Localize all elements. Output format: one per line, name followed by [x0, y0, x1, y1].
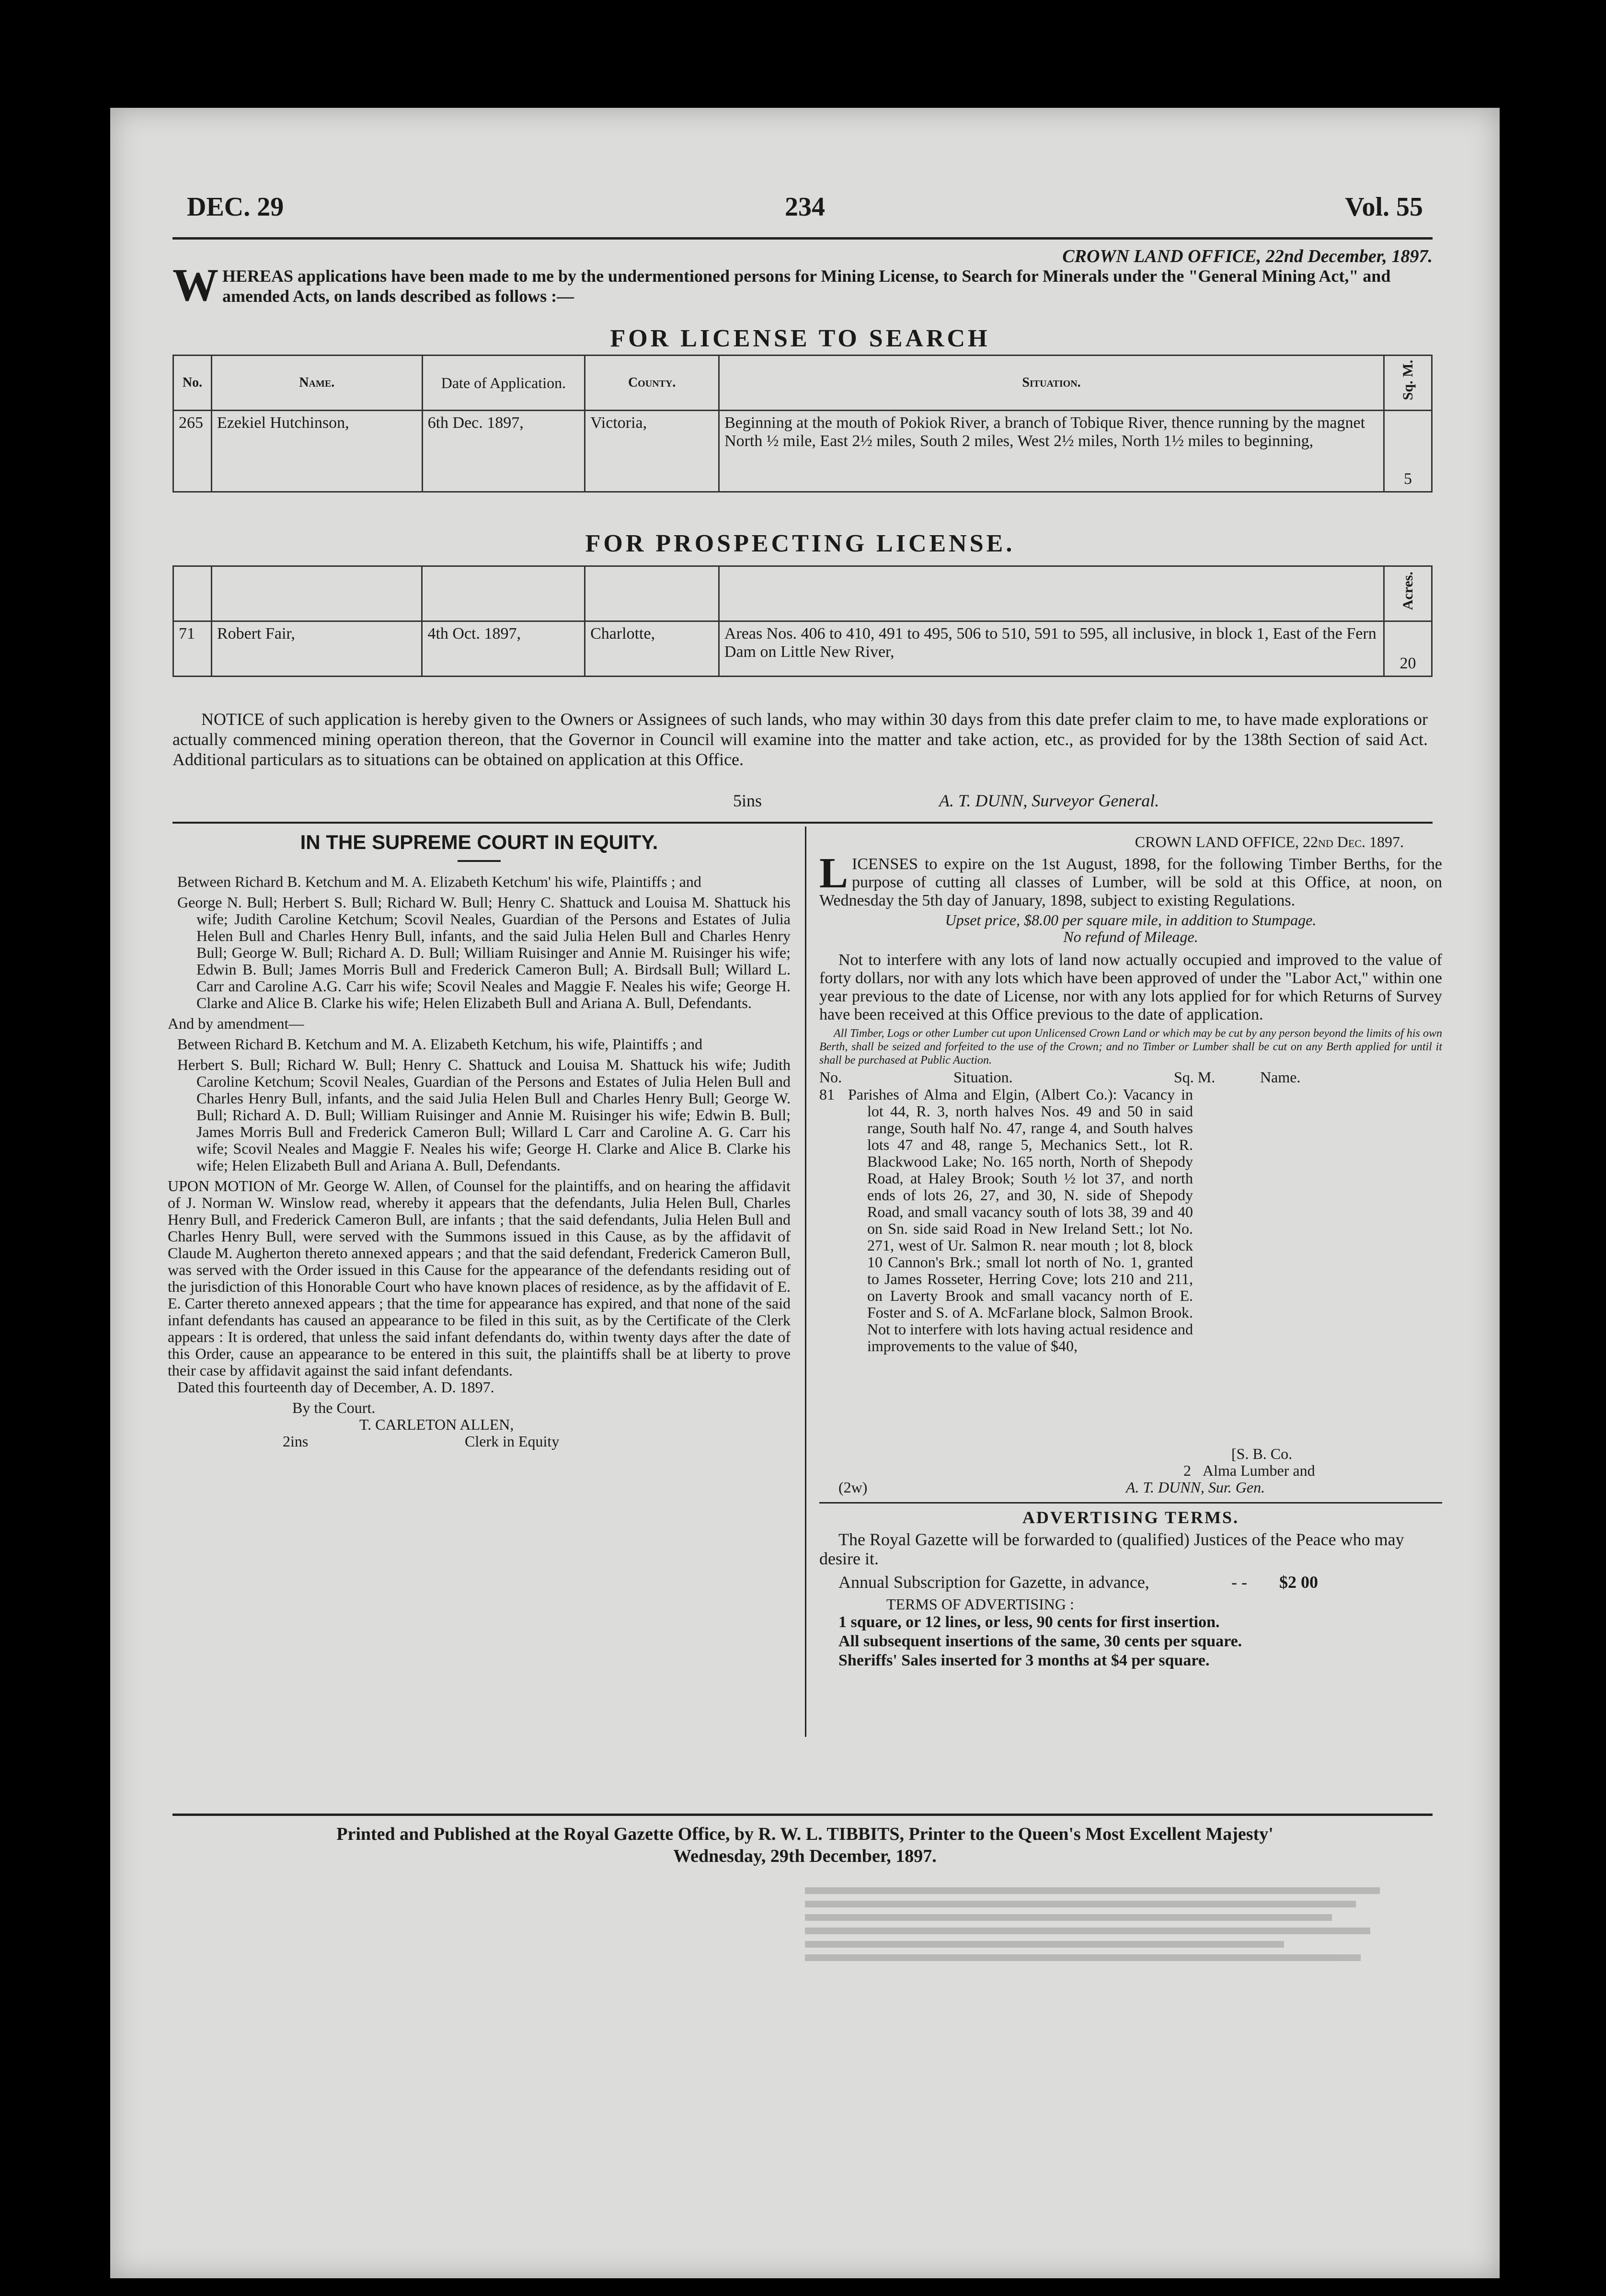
row-date: 4th Oct. 1897, — [422, 621, 585, 677]
notice-insertions: 5ins — [733, 791, 762, 810]
terms-heading: TERMS OF ADVERTISING : — [886, 1596, 1074, 1613]
row-date: 6th Dec. 1897, — [422, 411, 585, 492]
berth-row — [819, 1086, 1442, 1479]
gazette-page — [110, 108, 1500, 2278]
timber-upset: Upset price, $8.00 per square mile, in addition to Stumpage. — [945, 911, 1317, 929]
table-header-row — [173, 356, 1432, 411]
col-no: No. — [173, 356, 212, 411]
row-county: Victoria, — [585, 411, 719, 492]
notice-paragraph: NOTICE of such application is hereby given to the Owners or Assignees of such lands, who may within 30 days from this date prefer claim to me, to have made explorations or actually commenced mining operation thereon, that the Governor in Council will examine into the matter and take action, etc., as provided for by the 138th Section of said Act. Additional particulars as to situations can be obtained on application at this Office. — [172, 710, 1428, 769]
search-license-title: FOR LICENSE TO SEARCH — [610, 325, 990, 352]
show-through — [805, 1881, 1428, 1968]
col-sqm: Sq. M. — [1384, 356, 1432, 411]
timber-body — [819, 850, 1442, 910]
term-3: Sheriffs' Sales inserted for 3 months at $4 per square. — [838, 1652, 1210, 1669]
subscription-price: $2 00 — [1279, 1573, 1318, 1592]
court-by: By the Court. — [292, 1399, 376, 1416]
court-amendment: And by amendment— — [168, 1015, 304, 1032]
row-situation: Areas Nos. 406 to 410, 491 to 495, 506 to 510, 591 to 595, all inclusive, in block 1, East of the Fern Dam on Little New River, — [719, 621, 1384, 677]
berth-col-situation: Situation. — [953, 1068, 1013, 1086]
row-name: Ezekiel Hutchinson, — [211, 411, 422, 492]
advertising-title: ADVERTISING TERMS. — [1022, 1508, 1239, 1527]
search-license-table — [172, 355, 1433, 493]
berth-header — [819, 1069, 1442, 1086]
court-notice — [168, 831, 791, 1450]
term-1: 1 square, or 12 lines, or less, 90 cents for first insertion. — [838, 1613, 1220, 1631]
berth-col-no: No. — [819, 1068, 842, 1086]
row-no: 265 — [173, 411, 212, 492]
imprint-line-2: Wednesday, 29th December, 1897. — [673, 1846, 937, 1866]
berth-col-name: Name. — [1260, 1068, 1301, 1086]
col-acres: Acres. — [1384, 566, 1432, 621]
timber-interfere: Not to interfere with any lots of land now actually occupied and improved to the value of forty dollars, nor with any lots which have been approved of under the "Labor Act," within one year previous to the date of License, nor with any lots applied for for which Returns of Survey have been received at this Office previous to the date of application. — [819, 951, 1442, 1023]
issue-date: DEC. 29 — [187, 192, 284, 222]
berth-name-2: Alma Lumber and — [1203, 1462, 1315, 1479]
court-motion: UPON MOTION of Mr. George W. Allen, of Counsel for the plaintiffs, and on hearing the affidavit of J. Norman W. Winslow read, whereby it appears that the defendants, Julia Helen Bull, Charles Henry Bull, and Frederick Cameron Bull, are infants ; that the said defendants, Julia Helen Bull and Charles Henry Bull, were served with the Summons issued in this Cause, as by the affidavit of Claude M. Augherton thereto annexed appears ; and that the said defendant, Frederick Cameron Bull, was served with the Order issued in this Cause for the appearance of the defendants residing out of the jurisdiction of this Honorable Court who have known places of residence, as by the affidavit of E. E. Carter thereto annexed appears ; that the time for appearance has expired, and that none of the said infant defendants has caused an appearance to be filed in this suit, as by the Certificate of the Clerk appears : It is ordered, that unless the said infant defendants do, within twenty days after the date of this Order, cause an appearance to be entered in this suit, the plaintiffs shall be at liberty to prove their case by affidavit against the said infant defendants. — [168, 1177, 791, 1379]
court-insertions: 2ins — [283, 1433, 309, 1450]
dropcap-w: W — [172, 259, 218, 310]
advertising-rule — [819, 1502, 1442, 1504]
court-between-2: Between Richard B. Ketchum and M. A. Elizabeth Ketchum, his wife, Plaintiffs ; and — [177, 1035, 703, 1053]
term-2: All subsequent insertions of the same, 30 cents per square. — [838, 1632, 1242, 1650]
crown-office-line: CROWN LAND OFFICE, 22nd December, 1897. — [1062, 246, 1433, 266]
court-title: IN THE SUPREME COURT IN EQUITY. — [300, 831, 658, 853]
timber-signature: A. T. DUNN, Sur. Gen. — [1126, 1479, 1265, 1496]
table-row — [173, 411, 1432, 492]
timber-insertions: (2w) — [838, 1479, 868, 1496]
timber-fineprint: All Timber, Logs or other Lumber cut upon Unlicensed Crown Land or which may be cut by any person beyond the limits of his own Berth, shall be seized and forfeited to the use of the Crown; and no Timber or Lumber shall be cut on any Berth applied for until it shall be purchased at Public Auction. — [819, 1027, 1442, 1067]
col-name: Name. — [211, 356, 422, 411]
court-dated: Dated this fourteenth day of December, A. D. 1897. — [177, 1378, 494, 1396]
imprint — [110, 1823, 1500, 1867]
court-signer: T. CARLETON ALLEN, — [359, 1416, 514, 1433]
row-area: 5 — [1384, 411, 1432, 492]
col-date: Date of Application. — [422, 356, 585, 411]
row-situation: Beginning at the mouth of Pokiok River, a branch of Tobique River, thence running by the magnet North ½ mile, East 2½ miles, South 2 miles, West 2½ miles, North 1½ miles to beginning, — [719, 411, 1384, 492]
court-between-1: Between Richard B. Ketchum and M. A. Elizabeth Ketchum' his wife, Plaintiffs ; and — [177, 873, 701, 890]
section-rule — [172, 822, 1433, 824]
timber-notice — [819, 834, 1442, 1670]
dropcap-l: L — [819, 850, 849, 897]
subscription-line — [819, 1574, 1442, 1596]
timber-body-text: ICENSES to expire on the 1st August, 1898, for the following Timber Berths, for the purpose of cutting all classes of Lumber, will be sold at this Office, at noon, on Wednesday the 5th day of January, 1898, subject to existing Regulations. — [819, 855, 1442, 909]
page-header — [187, 192, 1423, 220]
berth-sqm: 2 — [1183, 1462, 1191, 1479]
advertising-para: The Royal Gazette will be forwarded to (qualified) Justices of the Peace who may desire it. — [819, 1530, 1404, 1568]
court-defendants-1: George N. Bull; Herbert S. Bull; Richard W. Bull; Henry C. Shattuck and Louisa M. Shattuck his wife; Judith Caroline Ketchum; Scovil Neales, Guardian of the Persons and Estates of Julia Helen Bull and Charles Henry Bull, infants, and the said Julia Helen Bull and Charles Henry Bull; George W. Bull; Richard A. D. Bull; William Ruisinger and Annie M. Ruisinger his wife; Edwin B. Bull; James Morris Bull and Frederick Cameron Bull; A. Birdsall Bull; Willard L. Carr and Caroline A.G. Carr his wife; Scovil Neales and Maggie F. Neales his wife; George H. Clarke and Alice B. Clarke his wife; Helen Elizabeth Bull and Ariana A. Bull, Defendants. — [177, 894, 791, 1011]
prospecting-license-title: FOR PROSPECTING LICENSE. — [585, 530, 1015, 557]
row-county: Charlotte, — [585, 621, 719, 677]
col-situation: Situation. — [719, 356, 1384, 411]
imprint-line-1: Printed and Published at the Royal Gazette Office, by R. W. L. TIBBITS, Printer to the Queen's Most Excellent Majesty' — [336, 1824, 1273, 1844]
berth-situation: Parishes of Alma and Elgin, (Albert Co.): Vacancy in lot 44, R. 3, north halves Nos. 49 and 50 in said range, South half No. 47, range 4, and South halves lots 47 and 48, range 5, Mechanics Sett., lot R. Blackwood Lake; No. 165 north, North of Shepody Road, at Haley Brook; South ½ lot 37, and north ends of lots 26, 27, and 30, N. side of Shepody Road, and small vacancy south of lots 38, 39 and 40 on Sn. side said Road in New Ireland Sett.; lot No. 271, west of Ur. Salmon R. near mouth ; lot 8, block 10 Cannon's Brk.; small lot north of No. 1, granted to James Rosseter, Herring Cove; lots 210 and 211, on Laverty Brook and small vacancy north of E. Foster and S. of A. McFarlane block, Salmon Brook. Not to interfere with lots having actual residence and improvements to the value of $40, — [848, 1086, 1193, 1355]
page-number: 234 — [785, 192, 825, 222]
col-county: County. — [585, 356, 719, 411]
mining-intro-text: HEREAS applications have been made to me by the undermentioned persons for Mining License, to Search for Minerals under the "General Mining Act," and amended Acts, on lands described as follows :— — [222, 266, 1391, 306]
berth-no: 81 — [819, 1086, 835, 1103]
subscription-dashes: - - — [1231, 1573, 1247, 1592]
prospecting-license-table — [172, 565, 1433, 677]
court-title-rule — [458, 860, 501, 862]
volume-number: Vol. 55 — [1345, 192, 1423, 222]
notice-signature: A. T. DUNN, Surveyor General. — [939, 791, 1159, 810]
timber-mileage: No refund of Mileage. — [1063, 928, 1198, 945]
berth-name-1: [S. B. Co. — [1231, 1445, 1293, 1462]
berth-col-sqm: Sq. M. — [1174, 1068, 1216, 1086]
footer-rule — [172, 1814, 1433, 1816]
terms-list — [819, 1613, 1442, 1670]
court-signer-title: Clerk in Equity — [465, 1433, 560, 1450]
row-area: 20 — [1384, 621, 1432, 677]
column-rule — [805, 827, 806, 1737]
table-header-row — [173, 566, 1432, 621]
timber-office-line: CROWN LAND OFFICE, 22nd Dec. 1897. — [1135, 833, 1404, 850]
table-row — [173, 621, 1432, 677]
mining-intro — [172, 259, 1428, 310]
header-rule — [172, 237, 1433, 240]
court-defendants-2: Herbert S. Bull; Richard W. Bull; Henry C. Shattuck and Louisa M. Shattuck his wife; Judith Caroline Ketchum; Scovil Neales, Guardian of the Persons and Estates of Julia Helen Bull and Charles Henry Bull, infants, and the said Julia Helen Bull and Charles Henry Bull; George W. Bull; Richard A. D. Bull; William Ruisinger and Annie M. Ruisinger his wife; Edwin B. Bull; James Morris Bull and Frederick Cameron Bull; Willard L Carr and Caroline A. G. Carr his wife; Scovil Neales and Maggie F. Neales his wife; George H. Clarke and Alice B. Clarke his wife; Helen Elizabeth Bull and Ariana A. Bull, Defendants. — [177, 1056, 791, 1174]
row-name: Robert Fair, — [211, 621, 422, 677]
subscription-label: Annual Subscription for Gazette, in advance, — [838, 1573, 1149, 1592]
row-no: 71 — [173, 621, 212, 677]
